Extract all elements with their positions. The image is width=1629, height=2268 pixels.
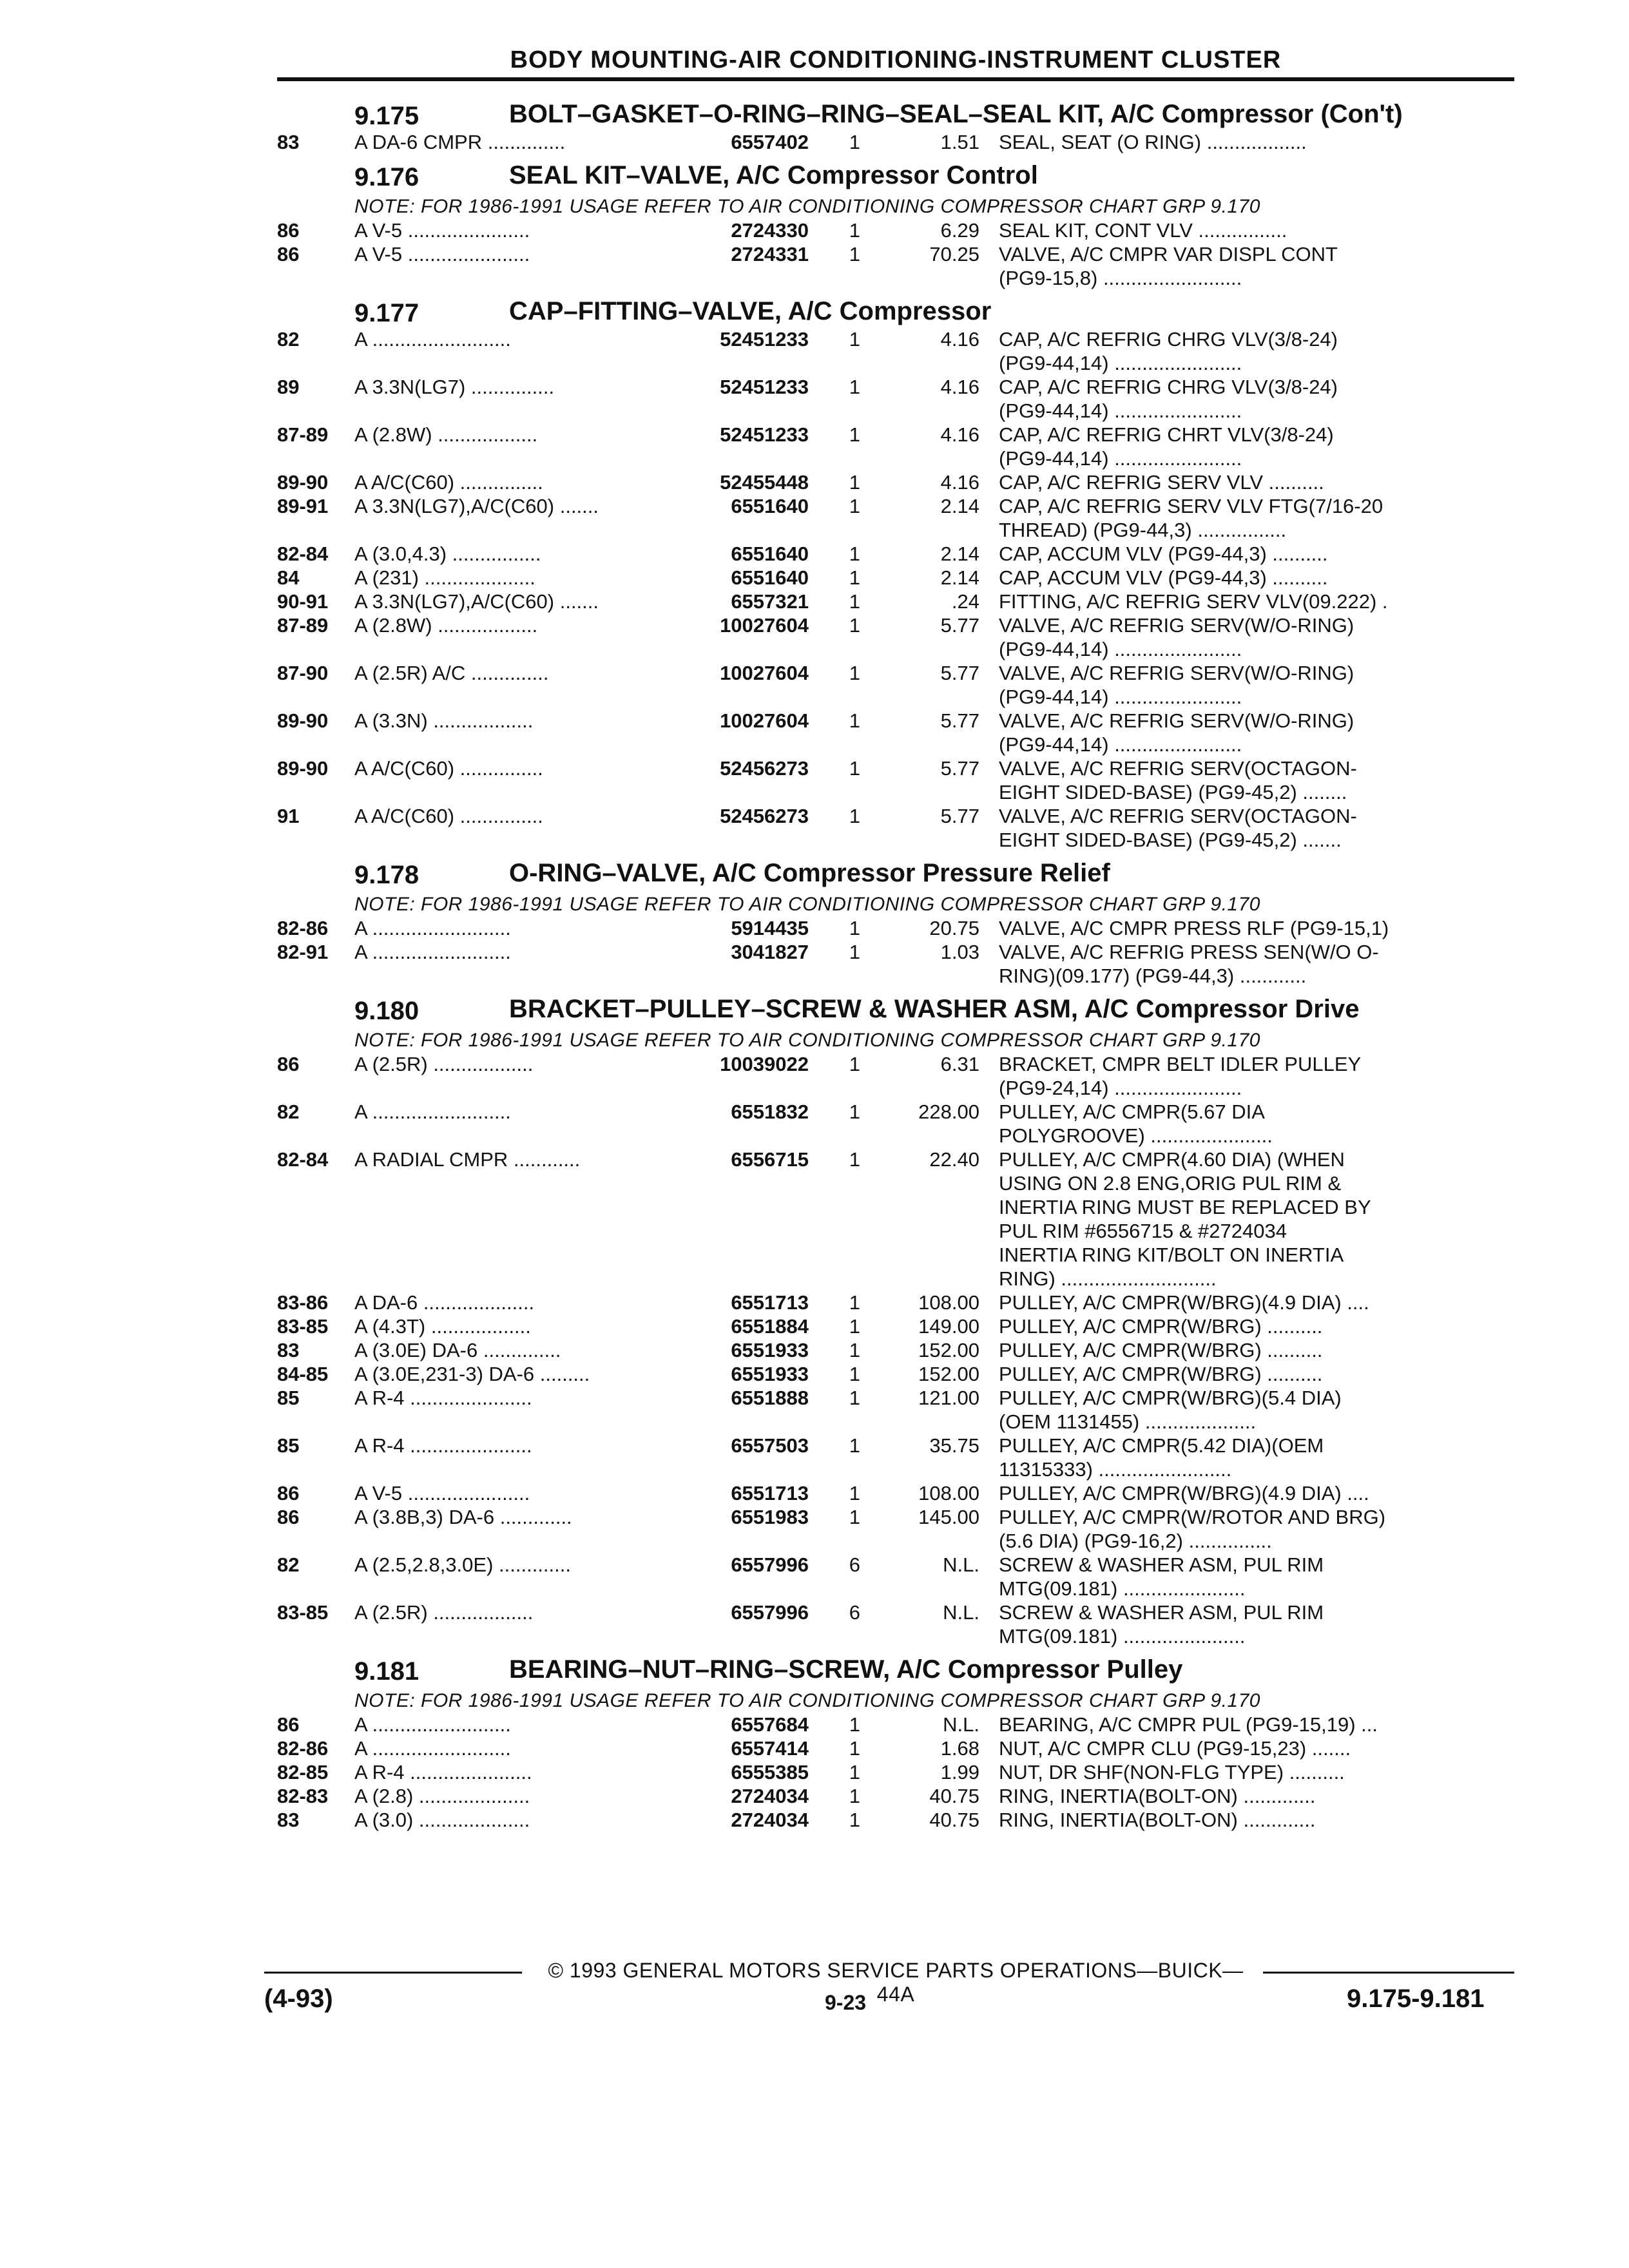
application: A (2.8) .................... — [354, 1785, 530, 1807]
part-number: 10027604 — [720, 614, 809, 637]
price: 2.14 — [940, 566, 979, 589]
table-row — [277, 916, 1514, 940]
table-row — [277, 940, 1514, 988]
part-number: 6551933 — [731, 1363, 809, 1385]
price: 4.16 — [940, 376, 979, 398]
model-years: 89 — [277, 376, 300, 398]
price: N.L. — [943, 1553, 979, 1576]
table-row — [277, 1736, 1514, 1760]
section-9-175 — [277, 102, 1514, 154]
part-number: 52455448 — [720, 471, 809, 494]
model-years: 82-91 — [277, 941, 329, 963]
description: VALVE, A/C REFRIG SERV(W/O-RING) (PG9-44,14) ....................... — [999, 709, 1354, 756]
quantity: 1 — [849, 1482, 860, 1504]
table-row — [277, 242, 1514, 290]
section-title: BRACKET–PULLEY–SCREW & WASHER ASM, A/C Compressor Drive — [509, 995, 1360, 1023]
price: 70.25 — [929, 243, 979, 265]
price: .24 — [951, 590, 979, 613]
application: A (3.0E,231-3) DA-6 ......... — [354, 1363, 590, 1385]
quantity: 1 — [849, 1761, 860, 1783]
part-number: 6555385 — [731, 1761, 809, 1783]
section-number: 9.180 — [354, 997, 419, 1025]
parts-list — [277, 93, 1514, 1832]
table-row — [277, 423, 1514, 470]
price: 6.31 — [940, 1053, 979, 1075]
description: SEAL KIT, CONT VLV ................ — [999, 219, 1287, 242]
description: PULLEY, A/C CMPR(W/BRG) .......... — [999, 1339, 1323, 1361]
application: A (2.5R) .................. — [354, 1053, 534, 1075]
section-note: NOTE: FOR 1986-1991 USAGE REFER TO AIR CONDITIONING COMPRESSOR CHART GRP 9.170 — [354, 894, 1260, 915]
description: VALVE, A/C REFRIG SERV(W/O-RING) (PG9-44,14) ....................... — [999, 614, 1354, 660]
part-number: 6551933 — [731, 1339, 809, 1361]
description: PULLEY, A/C CMPR(W/BRG)(5.4 DIA) (OEM 1131455) .................... — [999, 1387, 1342, 1433]
footer-section-range: 9.175-9.181 — [1347, 1984, 1485, 2013]
price: 121.00 — [918, 1387, 979, 1409]
table-row — [277, 375, 1514, 423]
price: 1.99 — [940, 1761, 979, 1783]
table-row — [277, 1784, 1514, 1808]
description: CAP, A/C REFRIG CHRT VLV(3/8-24) (PG9-44,14) ....................... — [999, 423, 1334, 470]
footer-page-number: 9-23 — [825, 1991, 867, 2014]
part-number: 3041827 — [731, 941, 809, 963]
part-number: 6557996 — [731, 1601, 809, 1624]
application: A ......................... — [354, 1737, 511, 1760]
section-9-176 — [277, 163, 1514, 290]
application: A (2.5R) A/C .............. — [354, 662, 549, 684]
description: VALVE, A/C CMPR PRESS RLF (PG9-15,1) — [999, 917, 1389, 939]
application: A (3.0) .................... — [354, 1809, 530, 1831]
section-note: NOTE: FOR 1986-1991 USAGE REFER TO AIR CONDITIONING COMPRESSOR CHART GRP 9.170 — [354, 1690, 1260, 1711]
model-years: 89-90 — [277, 757, 329, 780]
quantity: 1 — [849, 1785, 860, 1807]
part-number: 6557684 — [731, 1713, 809, 1736]
section-number: 9.181 — [354, 1657, 419, 1686]
part-number: 6551832 — [731, 1100, 809, 1123]
model-years: 89-91 — [277, 495, 329, 517]
model-years: 86 — [277, 1053, 300, 1075]
quantity: 1 — [849, 1713, 860, 1736]
quantity: 1 — [849, 423, 860, 446]
description: NUT, DR SHF(NON-FLG TYPE) .......... — [999, 1761, 1345, 1783]
price: 1.68 — [940, 1737, 979, 1760]
part-number: 6557414 — [731, 1737, 809, 1760]
model-years: 85 — [277, 1434, 300, 1457]
section-title: SEAL KIT–VALVE, A/C Compressor Control — [509, 161, 1038, 189]
table-row — [277, 804, 1514, 852]
table-row — [277, 1505, 1514, 1553]
section-number: 9.178 — [354, 861, 419, 889]
model-years: 86 — [277, 1482, 300, 1504]
quantity: 1 — [849, 1434, 860, 1457]
description: PULLEY, A/C CMPR(W/ROTOR AND BRG) (5.6 DIA) (PG9-16,2) ............... — [999, 1506, 1386, 1552]
table-row — [277, 756, 1514, 804]
quantity: 1 — [849, 566, 860, 589]
application: A A/C(C60) ............... — [354, 471, 543, 494]
price: 40.75 — [929, 1809, 979, 1831]
price: 5.77 — [940, 709, 979, 732]
quantity: 1 — [849, 471, 860, 494]
quantity: 6 — [849, 1553, 860, 1576]
application: A V-5 ...................... — [354, 1482, 530, 1504]
model-years: 86 — [277, 1713, 300, 1736]
model-years: 82-84 — [277, 1148, 329, 1171]
application: A (3.8B,3) DA-6 ............. — [354, 1506, 572, 1528]
quantity: 1 — [849, 1053, 860, 1075]
part-number: 6551713 — [731, 1291, 809, 1314]
section-title: BEARING–NUT–RING–SCREW, A/C Compressor Pulley — [509, 1655, 1183, 1684]
model-years: 86 — [277, 243, 300, 265]
table-row — [277, 566, 1514, 590]
description: VALVE, A/C CMPR VAR DISPL CONT (PG9-15,8) ......................... — [999, 243, 1338, 289]
section-header — [277, 299, 1514, 327]
footer-rule-right — [1263, 1972, 1514, 1974]
quantity: 1 — [849, 590, 860, 613]
quantity: 1 — [849, 614, 860, 637]
model-years: 83 — [277, 1339, 300, 1361]
model-years: 82-85 — [277, 1761, 329, 1783]
model-years: 82-86 — [277, 917, 329, 939]
part-number: 6551983 — [731, 1506, 809, 1528]
application: A ......................... — [354, 917, 511, 939]
quantity: 1 — [849, 917, 860, 939]
description: VALVE, A/C REFRIG SERV(W/O-RING) (PG9-44,14) ....................... — [999, 662, 1354, 708]
quantity: 1 — [849, 495, 860, 517]
application: A 3.3N(LG7),A/C(C60) ....... — [354, 495, 599, 517]
table-row — [277, 661, 1514, 709]
section-number: 9.177 — [354, 299, 419, 327]
description: BRACKET, CMPR BELT IDLER PULLEY (PG9-24,14) ....................... — [999, 1053, 1362, 1099]
quantity: 1 — [849, 131, 860, 153]
section-header — [277, 997, 1514, 1025]
description: CAP, ACCUM VLV (PG9-44,3) .......... — [999, 566, 1328, 589]
footer-date: (4-93) — [264, 1984, 333, 2013]
price: 149.00 — [918, 1315, 979, 1338]
table-row — [277, 494, 1514, 542]
table-row — [277, 1713, 1514, 1736]
model-years: 83-86 — [277, 1291, 329, 1314]
part-number: 6551640 — [731, 543, 809, 565]
part-number: 52456273 — [720, 757, 809, 780]
quantity: 1 — [849, 219, 860, 242]
price: 5.77 — [940, 614, 979, 637]
table-row — [277, 1052, 1514, 1100]
quantity: 1 — [849, 1809, 860, 1831]
price: 1.51 — [940, 131, 979, 153]
application: A A/C(C60) ............... — [354, 757, 543, 780]
description: FITTING, A/C REFRIG SERV VLV(09.222) . — [999, 590, 1388, 613]
section-header — [277, 861, 1514, 889]
section-header — [277, 163, 1514, 191]
model-years: 86 — [277, 1506, 300, 1528]
quantity: 1 — [849, 1100, 860, 1123]
model-years: 83-85 — [277, 1601, 329, 1624]
quantity: 1 — [849, 941, 860, 963]
table-row — [277, 1600, 1514, 1648]
quantity: 1 — [849, 376, 860, 398]
price: N.L. — [943, 1713, 979, 1736]
application: A (3.0E) DA-6 .............. — [354, 1339, 561, 1361]
model-years: 83-85 — [277, 1315, 329, 1338]
model-years: 87-89 — [277, 423, 329, 446]
description: NUT, A/C CMPR CLU (PG9-15,23) ....... — [999, 1737, 1351, 1760]
description: PULLEY, A/C CMPR(W/BRG)(4.9 DIA) .... — [999, 1291, 1369, 1314]
quantity: 1 — [849, 662, 860, 684]
page-title: BODY MOUNTING-AIR CONDITIONING-INSTRUMENT CLUSTER — [510, 46, 1282, 73]
model-years: 82-86 — [277, 1737, 329, 1760]
part-number: 6551713 — [731, 1482, 809, 1504]
application: A (2.8W) .................. — [354, 423, 538, 446]
quantity: 1 — [849, 1363, 860, 1385]
table-row — [277, 1386, 1514, 1434]
quantity: 1 — [849, 1737, 860, 1760]
table-row — [277, 218, 1514, 242]
part-number: 6557503 — [731, 1434, 809, 1457]
table-row — [277, 1434, 1514, 1481]
description: VALVE, A/C REFRIG PRESS SEN(W/O O- RING)(09.177) (PG9-44,3) ............ — [999, 941, 1379, 987]
model-years: 84-85 — [277, 1363, 329, 1385]
part-number: 6557402 — [731, 131, 809, 153]
section-9-178 — [277, 861, 1514, 988]
part-number: 6551888 — [731, 1387, 809, 1409]
model-years: 82-84 — [277, 543, 329, 565]
application: A R-4 ...................... — [354, 1434, 532, 1457]
application: A (4.3T) .................. — [354, 1315, 531, 1338]
description: PULLEY, A/C CMPR(W/BRG) .......... — [999, 1315, 1323, 1338]
description: RING, INERTIA(BOLT-ON) ............. — [999, 1809, 1316, 1831]
table-row — [277, 1553, 1514, 1600]
section-note: NOTE: FOR 1986-1991 USAGE REFER TO AIR CONDITIONING COMPRESSOR CHART GRP 9.170 — [354, 196, 1260, 217]
price: 6.29 — [940, 219, 979, 242]
part-number: 2724331 — [731, 243, 809, 265]
application: A ......................... — [354, 1100, 511, 1123]
header-rule — [277, 77, 1514, 81]
quantity: 1 — [849, 1339, 860, 1361]
part-number: 6551884 — [731, 1315, 809, 1338]
application: A RADIAL CMPR ............ — [354, 1148, 581, 1171]
part-number: 10027604 — [720, 662, 809, 684]
price: 108.00 — [918, 1291, 979, 1314]
description: CAP, A/C REFRIG SERV VLV .......... — [999, 471, 1324, 494]
model-years: 82 — [277, 1553, 300, 1576]
model-years: 89-90 — [277, 709, 329, 732]
part-number: 10039022 — [720, 1053, 809, 1075]
model-years: 85 — [277, 1387, 300, 1409]
price: 4.16 — [940, 471, 979, 494]
quantity: 1 — [849, 328, 860, 351]
part-number: 6551640 — [731, 495, 809, 517]
quantity: 1 — [849, 1506, 860, 1528]
model-years: 87-89 — [277, 614, 329, 637]
application: A ......................... — [354, 328, 511, 351]
part-number: 2724034 — [731, 1809, 809, 1831]
price: 228.00 — [918, 1100, 979, 1123]
table-row — [277, 590, 1514, 613]
table-row — [277, 1148, 1514, 1291]
section-9-177 — [277, 299, 1514, 852]
section-title: BOLT–GASKET–O-RING–RING–SEAL–SEAL KIT, A/C Compressor (Con't) — [509, 100, 1403, 128]
price: 20.75 — [929, 917, 979, 939]
model-years: 90-91 — [277, 590, 329, 613]
part-number: 6557321 — [731, 590, 809, 613]
part-number: 2724330 — [731, 219, 809, 242]
part-number: 52451233 — [720, 328, 809, 351]
quantity: 1 — [849, 1315, 860, 1338]
quantity: 1 — [849, 1387, 860, 1409]
quantity: 1 — [849, 805, 860, 827]
description: CAP, A/C REFRIG SERV VLV FTG(7/16-20 THREAD) (PG9-44,3) ................ — [999, 495, 1383, 541]
application: A (3.3N) .................. — [354, 709, 534, 732]
description: PULLEY, A/C CMPR(5.67 DIA POLYGROOVE) ...................... — [999, 1100, 1273, 1147]
footer-rule-left — [264, 1972, 522, 1974]
section-9-181 — [277, 1657, 1514, 1832]
table-row — [277, 327, 1514, 375]
model-years: 84 — [277, 566, 300, 589]
table-row — [277, 1100, 1514, 1148]
section-header — [277, 1657, 1514, 1686]
application: A 3.3N(LG7) ............... — [354, 376, 555, 398]
part-number: 10027604 — [720, 709, 809, 732]
model-years: 83 — [277, 1809, 300, 1831]
application: A ......................... — [354, 1713, 511, 1736]
application: A (2.5R) .................. — [354, 1601, 534, 1624]
application: A 3.3N(LG7),A/C(C60) ....... — [354, 590, 599, 613]
quantity: 1 — [849, 757, 860, 780]
quantity: 1 — [849, 543, 860, 565]
price: 5.77 — [940, 662, 979, 684]
description: PULLEY, A/C CMPR(4.60 DIA) (WHEN USING ON 2.8 ENG,ORIG PUL RIM & INERTIA RING MUST BE REPLACED BY PUL RIM #6556715 & #2724034 INERTIA RING KIT/BOLT ON INERTIA RING) ............................ — [999, 1148, 1371, 1290]
price: N.L. — [943, 1601, 979, 1624]
table-row — [277, 1291, 1514, 1314]
description: SEAL, SEAT (O RING) .................. — [999, 131, 1307, 153]
part-number: 52451233 — [720, 376, 809, 398]
application: A DA-6 .................... — [354, 1291, 535, 1314]
model-years: 82-83 — [277, 1785, 329, 1807]
price: 108.00 — [918, 1482, 979, 1504]
table-row — [277, 542, 1514, 566]
description: SCREW & WASHER ASM, PUL RIM MTG(09.181) ...................... — [999, 1553, 1324, 1600]
price: 152.00 — [918, 1363, 979, 1385]
price: 22.40 — [929, 1148, 979, 1171]
section-number: 9.176 — [354, 163, 419, 191]
table-row — [277, 130, 1514, 154]
description: PULLEY, A/C CMPR(W/BRG)(4.9 DIA) .... — [999, 1482, 1369, 1504]
price: 1.03 — [940, 941, 979, 963]
part-number: 6551640 — [731, 566, 809, 589]
table-row — [277, 1760, 1514, 1784]
description: CAP, ACCUM VLV (PG9-44,3) .......... — [999, 543, 1328, 565]
table-row — [277, 1314, 1514, 1338]
table-row — [277, 1362, 1514, 1386]
model-years: 82 — [277, 328, 300, 351]
application: A R-4 ...................... — [354, 1387, 532, 1409]
quantity: 1 — [849, 709, 860, 732]
description: VALVE, A/C REFRIG SERV(OCTAGON- EIGHT SIDED-BASE) (PG9-45,2) ........ — [999, 757, 1357, 803]
quantity: 6 — [849, 1601, 860, 1624]
section-9-180 — [277, 997, 1514, 1648]
application: A V-5 ...................... — [354, 219, 530, 242]
description: PULLEY, A/C CMPR(5.42 DIA)(OEM 11315333) ........................ — [999, 1434, 1324, 1481]
price: 5.77 — [940, 805, 979, 827]
part-number: 52456273 — [720, 805, 809, 827]
application: A V-5 ...................... — [354, 243, 530, 265]
application: A R-4 ...................... — [354, 1761, 532, 1783]
section-note: NOTE: FOR 1986-1991 USAGE REFER TO AIR CONDITIONING COMPRESSOR CHART GRP 9.170 — [354, 1030, 1260, 1051]
application: A DA-6 CMPR .............. — [354, 131, 566, 153]
application: A (2.5,2.8,3.0E) ............. — [354, 1553, 571, 1576]
section-header — [277, 102, 1514, 130]
price: 40.75 — [929, 1785, 979, 1807]
description: SCREW & WASHER ASM, PUL RIM MTG(09.181) ...................... — [999, 1601, 1324, 1648]
part-number: 5914435 — [731, 917, 809, 939]
table-row — [277, 470, 1514, 494]
model-years: 87-90 — [277, 662, 329, 684]
table-row — [277, 1808, 1514, 1832]
price: 4.16 — [940, 328, 979, 351]
model-years: 86 — [277, 219, 300, 242]
price: 35.75 — [929, 1434, 979, 1457]
part-number: 6556715 — [731, 1148, 809, 1171]
model-years: 83 — [277, 131, 300, 153]
price: 4.16 — [940, 423, 979, 446]
table-row — [277, 709, 1514, 756]
model-years: 91 — [277, 805, 300, 827]
description: CAP, A/C REFRIG CHRG VLV(3/8-24) (PG9-44,14) ....................... — [999, 328, 1338, 374]
description: CAP, A/C REFRIG CHRG VLV(3/8-24) (PG9-44,14) ....................... — [999, 376, 1338, 422]
quantity: 1 — [849, 1291, 860, 1314]
table-row — [277, 1481, 1514, 1505]
quantity: 1 — [849, 1148, 860, 1171]
quantity: 1 — [849, 243, 860, 265]
price: 152.00 — [918, 1339, 979, 1361]
description: PULLEY, A/C CMPR(W/BRG) .......... — [999, 1363, 1323, 1385]
application: A (2.8W) .................. — [354, 614, 538, 637]
table-row — [277, 613, 1514, 661]
application: A (231) .................... — [354, 566, 535, 589]
part-number: 52451233 — [720, 423, 809, 446]
price: 2.14 — [940, 495, 979, 517]
price: 5.77 — [940, 757, 979, 780]
model-years: 89-90 — [277, 471, 329, 494]
description: VALVE, A/C REFRIG SERV(OCTAGON- EIGHT SIDED-BASE) (PG9-45,2) ....... — [999, 805, 1357, 851]
model-years: 82 — [277, 1100, 300, 1123]
price: 2.14 — [940, 543, 979, 565]
section-number: 9.175 — [354, 102, 419, 130]
price: 145.00 — [918, 1506, 979, 1528]
description: RING, INERTIA(BOLT-ON) ............. — [999, 1785, 1316, 1807]
section-title: O-RING–VALVE, A/C Compressor Pressure Relief — [509, 859, 1110, 887]
section-title: CAP–FITTING–VALVE, A/C Compressor — [509, 297, 992, 325]
part-number: 2724034 — [731, 1785, 809, 1807]
footer-copyright: © 1993 GENERAL MOTORS SERVICE PARTS OPERATIONS—BUICK—44A — [548, 1959, 1244, 2006]
part-number: 6557996 — [731, 1553, 809, 1576]
application: A ......................... — [354, 941, 511, 963]
table-row — [277, 1338, 1514, 1362]
application: A A/C(C60) ............... — [354, 805, 543, 827]
application: A (3.0,4.3) ................ — [354, 543, 541, 565]
description: BEARING, A/C CMPR PUL (PG9-15,19) ... — [999, 1713, 1378, 1736]
